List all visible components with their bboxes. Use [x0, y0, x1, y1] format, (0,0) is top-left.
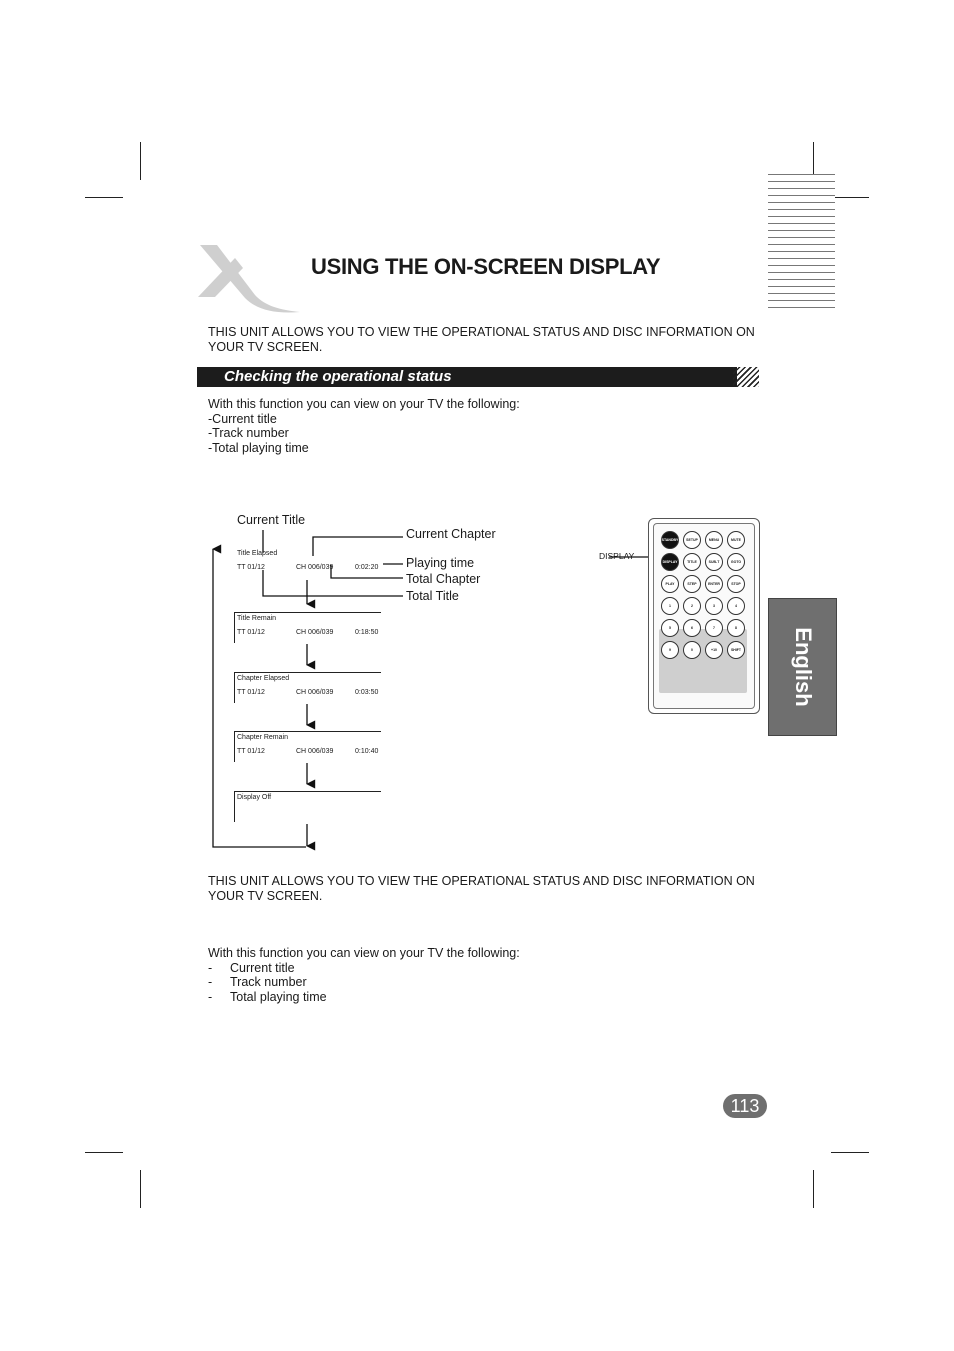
list-item — [208, 990, 520, 1005]
list-item-text: Current title — [230, 960, 295, 975]
list-item: -Track number — [208, 426, 289, 440]
list-intro: With this function you can view on your TV the following: — [208, 946, 520, 960]
remote-button: MUTE — [727, 531, 745, 549]
list-dash: - — [208, 989, 213, 1004]
remote-button: SUB-T — [705, 553, 723, 571]
osd-time-value: 0:03:50 — [355, 689, 379, 696]
list-item-text: Track number — [230, 975, 307, 989]
remote-button: SHIFT — [727, 641, 745, 659]
osd-time-value: 0:18:50 — [355, 629, 379, 636]
osd-title-value: TT 01/12 — [237, 748, 265, 755]
list-item-text: Total playing time — [230, 989, 327, 1004]
remote-control-illustration — [648, 518, 760, 714]
remote-button: 4 — [727, 597, 745, 615]
osd-header: Display Off — [237, 794, 272, 801]
osd-screen-display-off — [234, 791, 381, 822]
remote-button: 2 — [683, 597, 701, 615]
callout-current-title: Current Title — [237, 513, 306, 527]
osd-screen-title-remain — [234, 612, 381, 643]
feature-list-2 — [208, 946, 520, 1004]
callout-total-title: Total Title — [406, 589, 459, 603]
remote-button: STANDBY — [661, 531, 679, 549]
page-number: 113 — [723, 1094, 767, 1118]
callout-current-chapter: Current Chapter — [406, 527, 496, 541]
osd-header: Chapter Elapsed — [237, 675, 290, 682]
list-item: -Total playing time — [208, 440, 309, 455]
language-tab-label: English — [790, 627, 816, 707]
osd-screen-chapter-remain — [234, 731, 381, 762]
list-item — [208, 961, 520, 976]
remote-keypad — [659, 629, 747, 693]
osd-title-value: TT 01/12 — [237, 689, 265, 696]
osd-screen-chapter-elapsed — [234, 672, 381, 703]
display-button-label: DISPLAY — [599, 551, 635, 561]
osd-header: Title Remain — [237, 615, 277, 622]
list-item — [208, 975, 520, 990]
remote-button: 7 — [705, 619, 723, 637]
remote-button: TITLE — [683, 553, 701, 571]
remote-button: STEP — [683, 575, 701, 593]
list-item: -Current title — [208, 411, 277, 426]
remote-button: PLAY — [661, 575, 679, 593]
page-title: USING THE ON-SCREEN DISPLAY — [311, 254, 661, 279]
osd-header: Title Elapsed — [237, 550, 278, 557]
remote-button: MENU — [705, 531, 723, 549]
osd-chapter-value: CH 006/039 — [296, 689, 334, 696]
remote-button: 0 — [683, 641, 701, 659]
callout-playing-time: Playing time — [406, 556, 475, 570]
intro-paragraph: THIS UNIT ALLOWS YOU TO VIEW THE OPERATIONAL STATUS AND DISC INFORMATION ON YOUR TV SCREEN. — [208, 325, 755, 354]
list-dash: - — [208, 960, 213, 975]
remote-button: STOP — [727, 575, 745, 593]
osd-screen-title-elapsed — [234, 548, 380, 578]
remote-button: +10 — [705, 641, 723, 659]
outro-paragraph: THIS UNIT ALLOWS YOU TO VIEW THE OPERATIONAL STATUS AND DISC INFORMATION ON YOUR TV SCREEN. — [208, 874, 755, 903]
osd-time-value: 0:02:20 — [355, 564, 379, 571]
remote-button: 8 — [727, 619, 745, 637]
language-tab — [768, 598, 837, 736]
list-dash: - — [208, 975, 213, 989]
osd-chapter-value: CH 006/039 — [296, 748, 334, 755]
remote-button: 3 — [705, 597, 723, 615]
callout-total-chapter: Total Chapter — [406, 572, 481, 586]
osd-title-value: TT 01/12 — [237, 564, 265, 571]
remote-button: 9 — [661, 641, 679, 659]
osd-title-value: TT 01/12 — [237, 629, 265, 636]
remote-button: ENTER — [705, 575, 723, 593]
remote-button: SETUP — [683, 531, 701, 549]
remote-button: GOTO — [727, 553, 745, 571]
remote-button: 5 — [661, 619, 679, 637]
section-heading: Checking the operational status — [224, 368, 452, 385]
osd-header: Chapter Remain — [237, 734, 288, 741]
osd-chapter-value: CH 006/039 — [296, 629, 334, 636]
remote-button: 6 — [683, 619, 701, 637]
osd-time-value: 0:10:40 — [355, 748, 379, 755]
remote-button: DISPLAY — [661, 553, 679, 571]
list-item: With this function you can view on your TV the following: — [208, 397, 520, 411]
remote-button: 1 — [661, 597, 679, 615]
osd-chapter-value: CH 006/039 — [296, 564, 334, 571]
